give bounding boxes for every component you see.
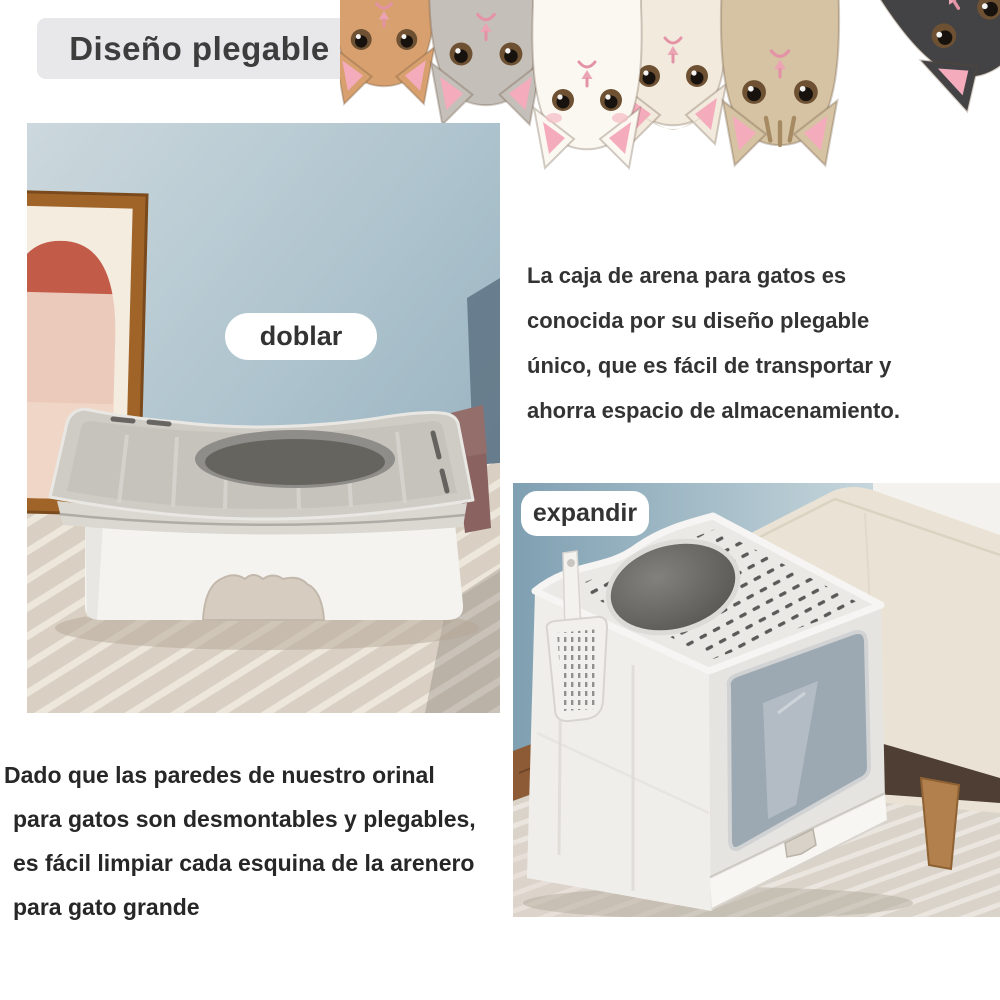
folded-litterbox-photo [27, 123, 500, 713]
cat-gray [429, 0, 543, 125]
page-title: Diseño plegable [69, 29, 330, 67]
text-line: conocida por su diseño plegable [527, 308, 870, 333]
doblar-label [225, 313, 377, 360]
folded-litterbox-scene [27, 123, 500, 713]
title-banner [37, 18, 362, 79]
expandir-label [521, 491, 649, 536]
text-line: único, que es fácil de transportar y [527, 353, 892, 378]
text-line: para gatos son desmontables y plegables, [13, 806, 476, 832]
cat-white [532, 0, 641, 168]
doblar-label-text: doblar [259, 321, 343, 351]
expanded-litterbox-photo [513, 483, 1000, 917]
text-line: para gato grande [13, 894, 200, 920]
expanded-litterbox-scene [513, 483, 1000, 917]
text-line: ahorra espacio de almacenamiento. [527, 398, 900, 423]
cat-orange [340, 0, 436, 104]
description-text [527, 253, 989, 433]
cat-black [849, 0, 1000, 119]
text-line: Dado que las paredes de nuestro orinal [4, 762, 435, 788]
cleaning-text [4, 753, 524, 929]
expandir-label-text: expandir [532, 499, 638, 527]
text-line: es fácil limpiar cada esquina de la arenero [13, 850, 475, 876]
text-line: La caja de arena para gatos es [527, 263, 847, 288]
cat-beige [721, 0, 839, 165]
